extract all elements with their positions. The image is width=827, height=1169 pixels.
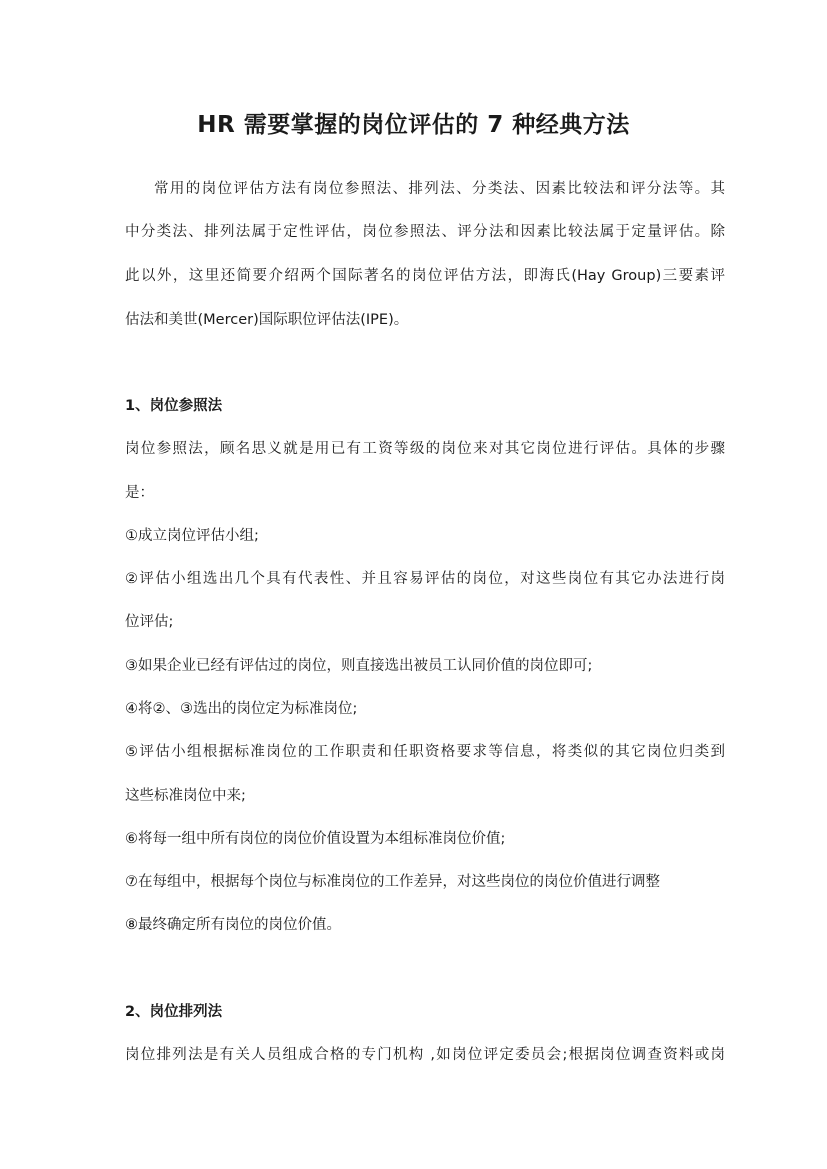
- section1-step-5a: ⑤评估小组根据标准岗位的工作职责和任职资格要求等信息，将类似的其它岗位归类到: [125, 744, 725, 760]
- section1-heading: 1、岗位参照法: [125, 398, 223, 414]
- section1-step-5b: 这些标准岗位中来;: [125, 788, 246, 804]
- section2-line-1: 岗位排列法是有关人员组成合格的专门机构 ,如岗位评定委员会;根据岗位调查资料或岗: [125, 1047, 725, 1063]
- section1-step-4: ④将②、③选出的岗位定为标准岗位;: [125, 701, 358, 717]
- section2-heading: 2、岗位排列法: [125, 1004, 223, 1020]
- section1-step-8: ⑧最终确定所有岗位的岗位价值。: [125, 917, 341, 933]
- section1-line-2: 是：: [125, 485, 154, 501]
- section1-step-7: ⑦在每组中，根据每个岗位与标准岗位的工作差异，对这些岗位的岗位价值进行调整: [125, 874, 660, 890]
- section1-step-2b: 位评估;: [125, 614, 174, 630]
- intro-line-1: 常用的岗位评估方法有岗位参照法、排列法、分类法、因素比较法和评分法等。其: [154, 181, 725, 197]
- section1-line-1: 岗位参照法，顾名思义就是用已有工资等级的岗位来对其它岗位进行评估。具体的步骤: [125, 441, 725, 457]
- intro-line-4: 估法和美世(Mercer)国际职位评估法(IPE)。: [125, 312, 409, 328]
- section1-step-3: ③如果企业已经有评估过的岗位，则直接选出被员工认同价值的岗位即可;: [125, 658, 593, 674]
- section1-step-6: ⑥将每一组中所有岗位的岗位价值设置为本组标准岗位价值;: [125, 831, 506, 847]
- document-title: HR 需要掌握的岗位评估的 7 种经典方法: [197, 112, 630, 138]
- section1-step-2a: ②评估小组选出几个具有代表性、并且容易评估的岗位，对这些岗位有其它办法进行岗: [125, 571, 725, 587]
- intro-line-3: 此以外，这里还简要介绍两个国际著名的岗位评估方法，即海氏(Hay Group)三要素评: [125, 268, 725, 284]
- section1-step-1: ①成立岗位评估小组;: [125, 528, 259, 544]
- intro-line-2: 中分类法、排列法属于定性评估，岗位参照法、评分法和因素比较法属于定量评估。除: [125, 224, 725, 240]
